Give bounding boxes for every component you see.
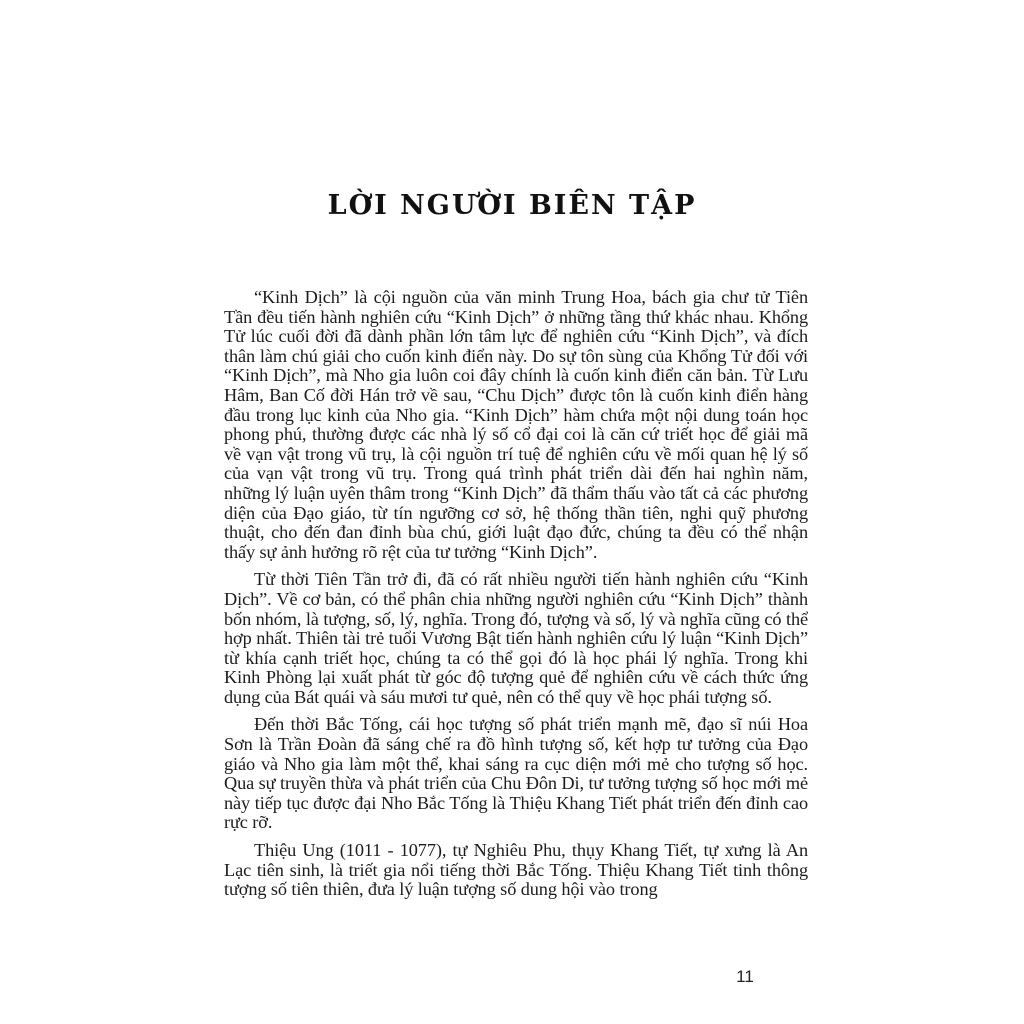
body-text: [224, 288, 808, 908]
paragraph-2: Từ thời Tiên Tần trở đi, đã có rất nhiều người tiến hành nghiên cứu “Kinh Dịch”. Về cơ bản, có thể phân chia những người nghiên cứu “Kinh Dịch” thành bốn nhóm, là tượng, số, lý, nghĩa. Trong đó, tượng và số, lý và nghĩa cũng có thể hợp nhất. Thiên tài trẻ tuổi Vương Bật tiến hành nghiên cứu lý luận “Kinh Dịch” từ khía cạnh triết học, chúng ta có thể gọi đó là học phái lý nghĩa. Trong khi Kinh Phòng lại xuất phát từ góc độ tượng quẻ để nghiên cứu về cách thức ứng dụng của Bát quái và sáu mươi tư quẻ, nên có thể quy về học phái tượng số.: [224, 569, 808, 707]
paragraph-1: “Kinh Dịch” là cội nguồn của văn minh Trung Hoa, bách gia chư tử Tiên Tần đều tiến hành nghiên cứu “Kinh Dịch” ở những tầng thứ khác nhau. Khổng Tử lúc cuối đời đã dành phần lớn tâm lực để nghiên cứu “Kinh Dịch”, và đích thân làm chú giải cho cuốn kinh điển này. Do sự tôn sùng của Khổng Tử đối với “Kinh Dịch”, mà Nho gia luôn coi đây chính là cuốn kinh điển căn bản. Từ Lưu Hâm, Ban Cố đời Hán trở về sau, “Chu Dịch” được tôn là cuốn kinh điển hàng đầu trong lục kinh của Nho gia. “Kinh Dịch” hàm chứa một nội dung toán học phong phú, thường được các nhà lý số cổ đại coi là căn cứ triết học để giải mã về vạn vật trong vũ trụ, là cội nguồn trí tuệ để nghiên cứu về mối quan hệ lý số của vạn vật trong vũ trụ. Trong quá trình phát triển dài đến hai nghìn năm, những lý luận uyên thâm trong “Kinh Dịch” đã thẩm thấu vào tất cả các phương diện của Đạo giáo, từ tín ngưỡng cơ sở, hệ thống thần tiên, nghi quỹ phương thuật, cho đến đan đỉnh bùa chú, giới luật đạo đức, chúng ta đều có thể nhận thấy sự ảnh hưởng rõ rệt của tư tưởng “Kinh Dịch”.: [224, 287, 808, 562]
page-number: 11: [736, 967, 754, 986]
paragraph-3: Đến thời Bắc Tống, cái học tượng số phát triển mạnh mẽ, đạo sĩ núi Hoa Sơn là Trần Đoàn đã sáng chế ra đồ hình tượng số, kết hợp tư tưởng của Đạo giáo và Nho gia làm một thể, khai sáng ra cục diện mới mẻ cho tượng số học. Qua sự truyền thừa và phát triển của Chu Đôn Di, tư tưởng tượng số học mới mẻ này tiếp tục được đại Nho Bắc Tống là Thiệu Khang Tiết phát triển đến đỉnh cao rực rỡ.: [224, 714, 808, 833]
paragraph-4: Thiệu Ung (1011 - 1077), tự Nghiêu Phu, thụy Khang Tiết, tự xưng là An Lạc tiên sinh, là triết gia nổi tiếng thời Bắc Tống. Thiệu Khang Tiết tinh thông tượng số tiên thiên, đưa lý luận tượng số dung hội vào trong: [224, 840, 808, 900]
page-title: LỜI NGƯỜI BIÊN TẬP: [327, 190, 697, 221]
